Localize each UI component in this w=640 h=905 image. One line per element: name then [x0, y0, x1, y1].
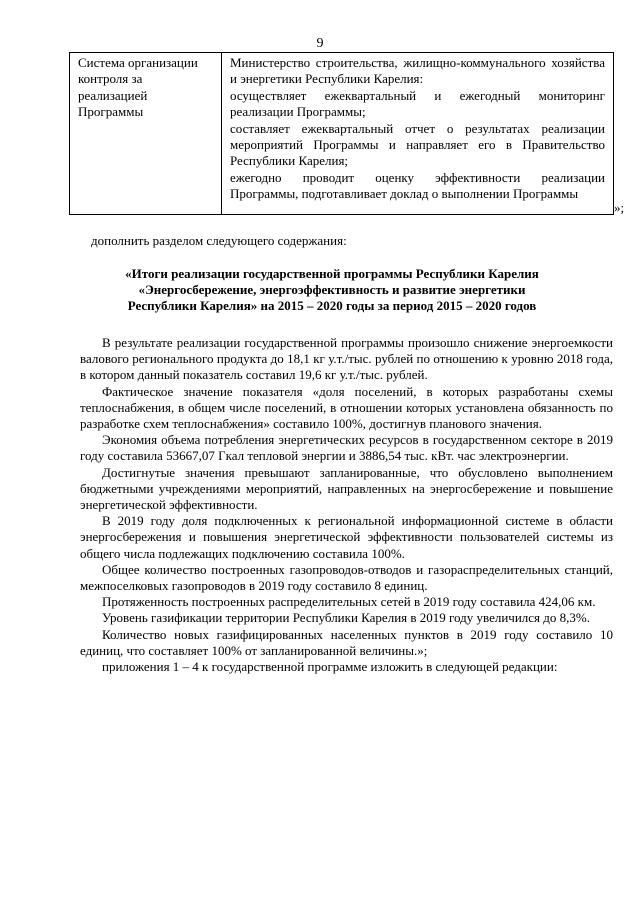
section-title-line: Республики Карелия» на 2015 – 2020 годы за период 2015 – 2020 годов [127, 298, 537, 313]
body-paragraph: Общее количество построенных газопроводов-отводов и газораспределительных станций, межпоселковых газопроводов в 2019 году составило 8 единиц. [80, 561, 613, 594]
body-paragraph: В 2019 году доля подключенных к региональной информационной системе в области энергосбережения и повышения энергетической эффективности пользователей системы из общего числа подлежащих подключению составила 100%. [80, 513, 613, 561]
content-paragraph: осуществляет ежеквартальный и ежегодный мониторинг реализации Программы; [230, 87, 605, 120]
section-body [80, 335, 613, 675]
section-title-line: «Итоги реализации государственной программы Республики Карелия [125, 266, 539, 281]
closing-quote-mark: »; [614, 200, 625, 215]
body-paragraph: Количество новых газифицированных населенных пунктов в 2019 году составило 10 единиц, что составляет 100% от запланированной величины.»; [80, 626, 613, 658]
body-paragraph: Фактическое значение показателя «доля поселений, в которых разработаны схемы теплоснабжения, в общем числе поселений, в отношении которых установлена обязанность по разработке схем теплоснабжения» составило 100%, достигнув планового значения. [80, 383, 613, 432]
table-row [70, 53, 614, 215]
body-paragraph: приложения 1 – 4 к государственной программе изложить в следующей редакции: [102, 659, 558, 675]
page-number: 9 [316, 36, 324, 51]
table-cell-content [222, 53, 614, 215]
body-paragraph: В результате реализации государственной программы произошло снижение энергоемкости валового регионального продукта до 18,1 кг у.т./тыс. рублей по отношению к уровню 2018 года, в котором данный показатель составил 19,6 кг у.т./тыс. рублей. [80, 335, 613, 383]
content-paragraph: ежегодно проводит оценку эффективности реализации Программы, подготавливает доклад о выполнении Программы [230, 169, 605, 202]
body-paragraph: Протяженность построенных распределительных сетей в 2019 году составила 424,06 км. [102, 594, 596, 610]
label-line: Система организации [78, 55, 198, 70]
content-paragraph: составляет ежеквартальный отчет о результатах реализации мероприятий Программы и направляет его в Правительство Республики Карелия; [230, 120, 605, 169]
body-paragraph: Достигнутые значения превышают запланированные, что обусловлено выполнением бюджетными учреждениями мероприятий, направленных на энергосбережение и повышение энергетической эффективности. [80, 464, 613, 513]
label-line: реализацией [78, 87, 148, 103]
label-line: контроля за [78, 71, 143, 87]
label-line: Программы [78, 104, 144, 120]
table-cell-label [70, 53, 222, 215]
intro-line: дополнить разделом следующего содержания: [91, 233, 347, 248]
body-paragraph: Экономия объема потребления энергетических ресурсов в государственном секторе в 2019 году составила 53667,07 Гкал тепловой энергии и 3886,54 тыс. кВт. час электроэнергии. [80, 432, 613, 464]
program-control-table [69, 52, 614, 215]
body-paragraph: Уровень газификации территории Республики Карелия в 2019 году увеличился до 8,3%. [102, 610, 590, 626]
content-paragraph: Министерство строительства, жилищно-коммунального хозяйства и энергетики Республики Карелия: [230, 55, 605, 87]
section-title [80, 266, 584, 314]
section-title-line: «Энергосбережение, энергоэффективность и развитие энергетики [138, 282, 526, 297]
